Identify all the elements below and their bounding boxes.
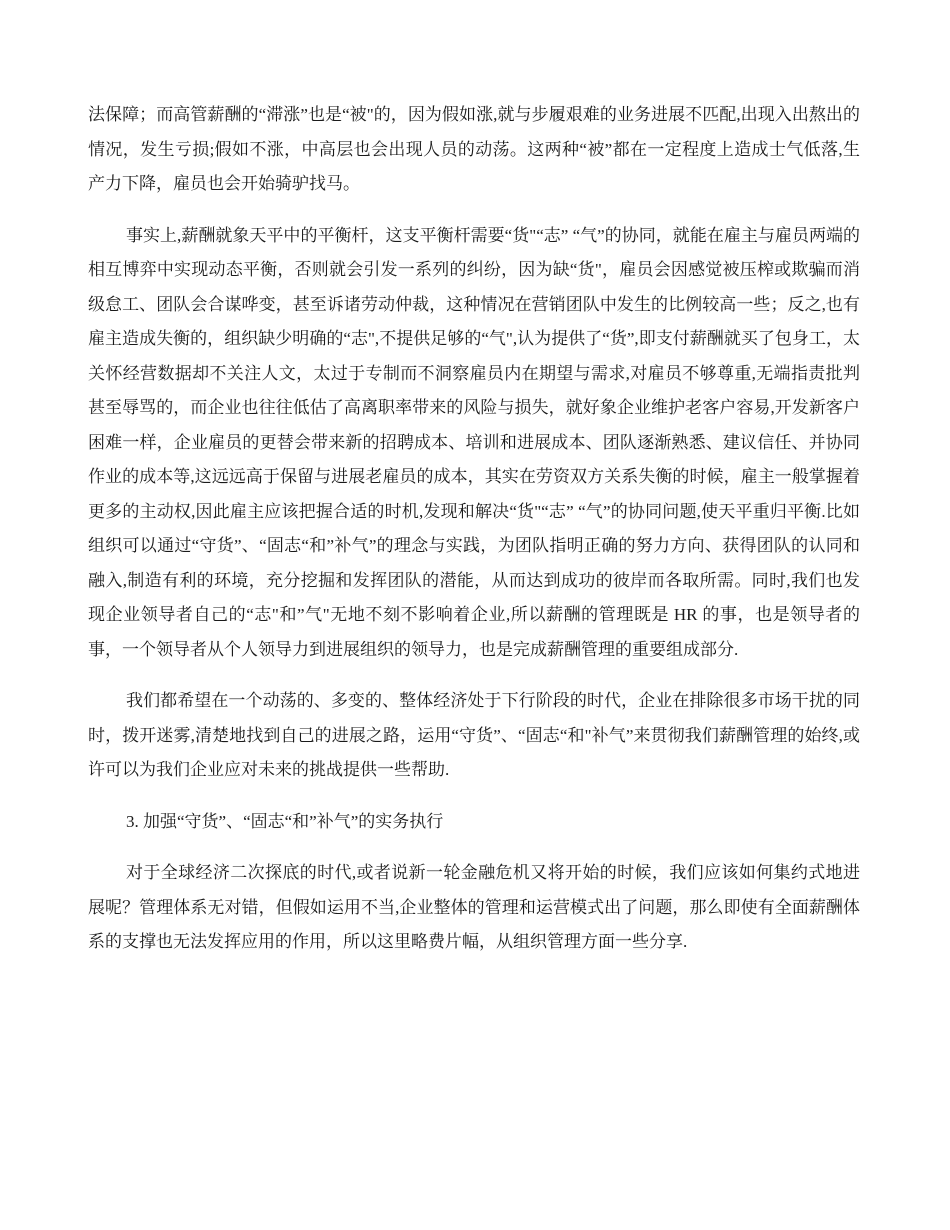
section-heading: 3. 加强“守货”、“固志“和”补气”的实务执行 — [126, 811, 444, 831]
paragraph-balance-metaphor: 事实上,薪酬就象天平中的平衡杆，这支平衡杆需要“货"“志” “气”的协同，就能在雇主与雇员两端的相互博弈中实现动态平衡，否则就会引发一系列的纠纷，因为缺“货"，雇员会因感觉被压榨或欺骗而消级怠工、团队会合谋哗变，甚至诉诸劳动仲裁，这种情况在营销团队中发生的比例较高一些；反之,也有雇主造成失衡的，组织缺少明确的“志",不提供足够的“气",认为提供了“货”,即支付薪酬就买了包身工，太关怀经营数据却不关注人文，太过于专制而不洞察雇员内在期望与需求,对雇员不够尊重,无端指责批判甚至辱骂的，而企业也往往低估了高离职率带来的风险与损失，就好象企业维护老客户容易,开发新客户困难一样，企业雇员的更替会带来新的招聘成本、培训和进展成本、团队逐渐熟悉、建议信任、并协同作业的成本等,这远远高于保留与进展老雇员的成本，其实在劳资双方关系失衡的时候，雇主一般掌握着更多的主动权,因此雇主应该把握合适的时机,发现和解决“货"“志” “气”的协同问题,使天平重归平衡.比如组织可以通过“守货”、“固志“和”补气”的理念与实践，为团队指明正确的努力方向、获得团队的认同和融入,制造有利的环境，充分挖掘和发挥团队的潜能，从而达到成功的彼岸而各取所需。同时,我们也发现企业领导者自己的“志"和”气"无地不刻不影响着企业,所以薪酬的管理既是 HR 的事，也是领导者的事，一个领导者从个人领导力到进展组织的领导力，也是完成薪酬管理的重要组成部分. — [88, 225, 860, 659]
paragraph-continued: 法保障；而高管薪酬的“滞涨”也是“被"的，因为假如涨,就与步履艰难的业务进展不匹配,出现入出熬出的情况，发生亏损;假如不涨，中高层也会出现人员的动荡。这两种“被”都在一定程度上造成士气低落,生产力下降，雇员也会开始骑驴找马。 — [88, 105, 860, 193]
paragraph-hope: 我们都希望在一个动荡的、多变的、整体经济处于下行阶段的时代，企业在排除很多市场干扰的同时，拨开迷雾,清楚地找到自己的进展之路，运用“守货”、“固志“和"补气”来贯彻我们薪酬管理的始终,或许可以为我们企业应对未来的挑战提供一些帮助. — [88, 691, 860, 779]
paragraph-global-economy: 对于全球经济二次探底的时代,或者说新一轮金融危机又将开始的时候，我们应该如何集约式地进展呢？管理体系无对错，但假如运用不当,企业整体的管理和运营模式出了问题，那么即使有全面薪酬体系的支撑也无法发挥应用的作用，所以这里略费片幅，从组织管理方面一些分享. — [88, 863, 860, 951]
document-body — [88, 98, 860, 977]
